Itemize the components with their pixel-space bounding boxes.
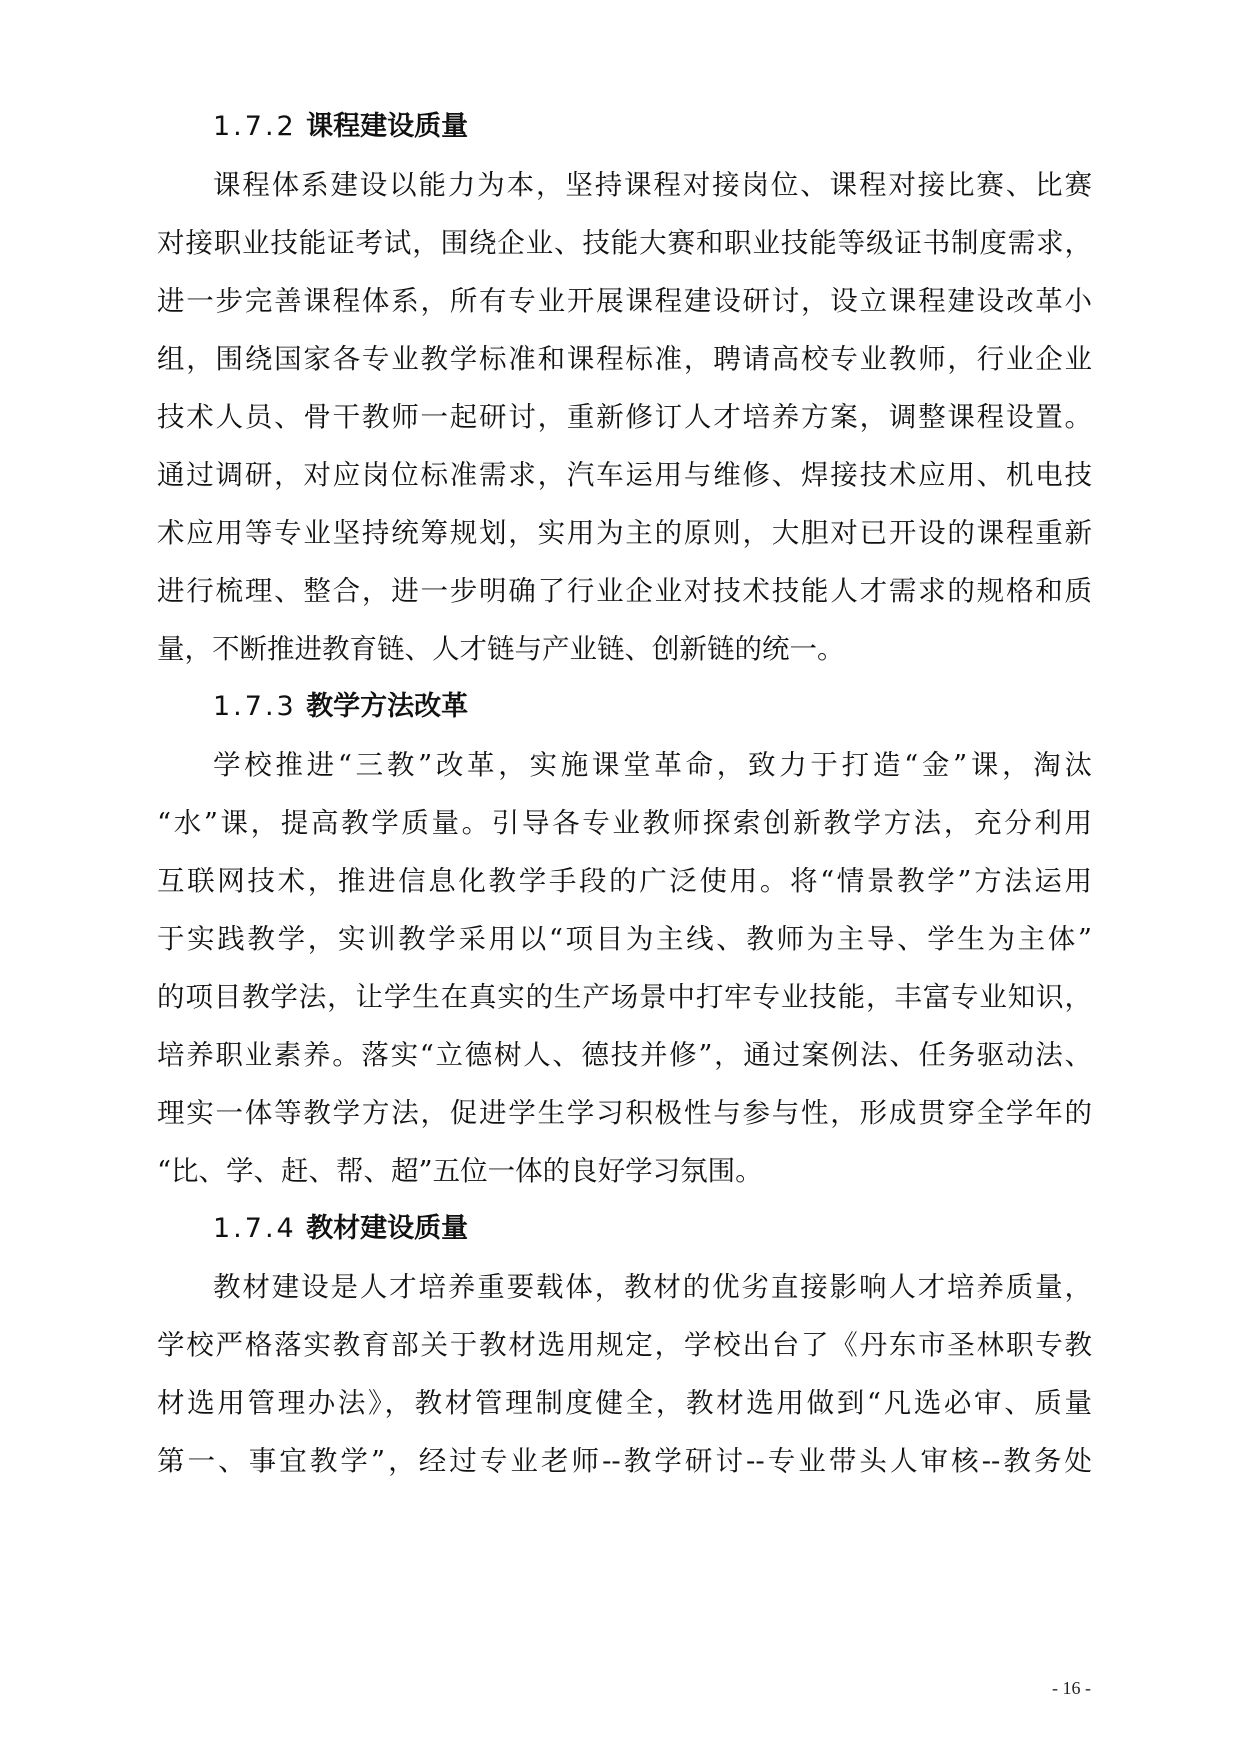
paragraph-line: 材选用管理办法》，教材管理制度健全，教材选用做到“凡选必审、质量 xyxy=(157,1387,1092,1419)
paragraph-line: 学校严格落实教育部关于教材选用规定，学校出台了《丹东市圣林职专教 xyxy=(157,1329,1092,1361)
paragraph-line: 培养职业素养。落实“立德树人、德技并修”，通过案例法、任务驱动法、 xyxy=(157,1039,1092,1071)
document-page xyxy=(157,98,1092,1490)
paragraph-line: 进一步完善课程体系，所有专业开展课程建设研讨，设立课程建设改革小 xyxy=(157,285,1092,317)
heading-number: 1.7.3 xyxy=(213,691,297,722)
paragraph-line: 第一、事宜教学”，经过专业老师--教学研讨--专业带头人审核--教务处 xyxy=(157,1445,1092,1477)
paragraph-line: 对接职业技能证考试，围绕企业、技能大赛和职业技能等级证书制度需求， xyxy=(157,227,1092,259)
heading-title: 课程建设质量 xyxy=(306,111,469,142)
heading-number: 1.7.4 xyxy=(213,1213,297,1244)
paragraph-line: 课程体系建设以能力为本，坚持课程对接岗位、课程对接比赛、比赛 xyxy=(213,169,1092,201)
heading-title: 教学方法改革 xyxy=(306,691,469,722)
paragraph-line: 教材建设是人才培养重要载体，教材的优劣直接影响人才培养质量， xyxy=(213,1271,1092,1303)
page-number: - 16 - xyxy=(1052,1678,1091,1698)
paragraph-line: 学校推进“三教”改革，实施课堂革命，致力于打造“金”课，淘汰 xyxy=(213,749,1092,781)
paragraph-line: 通过调研，对应岗位标准需求，汽车运用与维修、焊接技术应用、机电技 xyxy=(157,459,1092,491)
paragraph-line: 的项目教学法，让学生在真实的生产场景中打牢专业技能，丰富专业知识， xyxy=(157,981,1092,1013)
paragraph-line: 理实一体等教学方法，促进学生学习积极性与参与性，形成贯穿全学年的 xyxy=(157,1097,1092,1129)
section-heading-1-7-2 xyxy=(157,98,1092,156)
section-heading-1-7-3 xyxy=(157,678,1092,736)
paragraph-line: 进行梳理、整合，进一步明确了行业企业对技术技能人才需求的规格和质 xyxy=(157,575,1092,607)
paragraph-line: 于实践教学，实训教学采用以“项目为主线、教师为主导、学生为主体” xyxy=(157,923,1092,955)
paragraph-line: 组，围绕国家各专业教学标准和课程标准，聘请高校专业教师，行业企业 xyxy=(157,343,1092,375)
paragraph-line: “水”课，提高教学质量。引导各专业教师探索创新教学方法，充分利用 xyxy=(157,807,1092,839)
paragraph-line: 技术人员、骨干教师一起研讨，重新修订人才培养方案，调整课程设置。 xyxy=(157,401,1092,433)
paragraph-line: “比、学、赶、帮、超”五位一体的良好学习氛围。 xyxy=(157,1155,763,1187)
section-heading-1-7-4 xyxy=(157,1200,1092,1258)
heading-number: 1.7.2 xyxy=(213,111,297,142)
heading-title: 教材建设质量 xyxy=(306,1213,469,1244)
paragraph-line: 量，不断推进教育链、人才链与产业链、创新链的统一。 xyxy=(157,633,845,665)
paragraph-line: 术应用等专业坚持统筹规划，实用为主的原则，大胆对已开设的课程重新 xyxy=(157,517,1092,549)
paragraph-line: 互联网技术，推进信息化教学手段的广泛使用。将“情景教学”方法运用 xyxy=(157,865,1092,897)
